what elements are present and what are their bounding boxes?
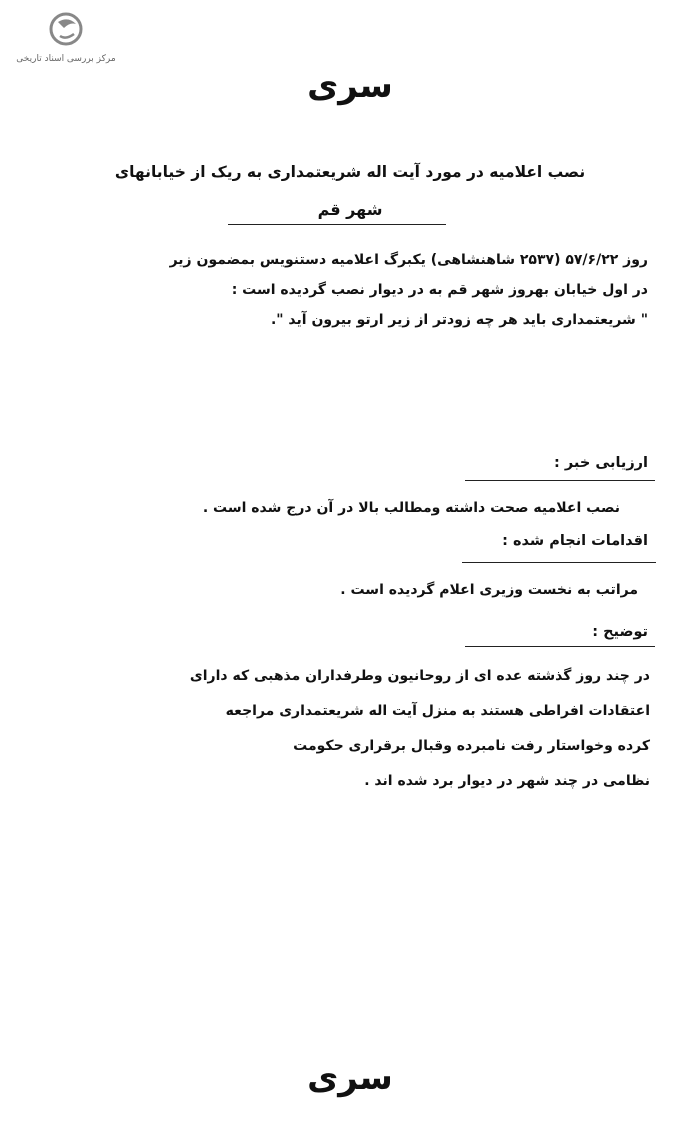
title-underline <box>228 224 446 225</box>
classification-bottom: سری <box>307 1058 393 1098</box>
archive-logo-text: مرکز بررسی اسناد تاریخی <box>16 54 116 64</box>
evaluation-underline <box>465 480 655 481</box>
archive-emblem-icon <box>46 10 86 48</box>
intro-line-3: " شریعتمداری باید هر چه زودتر از زیر ارتو بیرون آید ". <box>270 312 648 328</box>
actions-heading: اقدامات انجام شده : <box>502 533 648 549</box>
evaluation-heading: ارزیابی خبر : <box>554 455 648 471</box>
archive-logo <box>10 10 122 64</box>
explanation-underline <box>465 646 655 647</box>
actions-underline <box>462 562 656 563</box>
explanation-heading: توضیح : <box>592 624 648 640</box>
document-subtitle-city: شهر قم <box>317 200 383 219</box>
intro-line-1: روز ۵۷/۶/۲۲ (۲۵۳۷ شاهنشاهی) یکبرگ اعلامیه دستنویس بمضمون زیر <box>169 252 648 268</box>
explanation-line-2: اعتقادات افراطی هستند به منزل آیت اله شریعتمداری مراجعه <box>225 703 650 719</box>
evaluation-text: نصب اعلامیه صحت داشته ومطالب بالا در آن درج شده است . <box>202 500 620 516</box>
explanation-line-1: در چند روز گذشته عده ای از روحانیون وطرفداران مذهبی که دارای <box>189 668 650 684</box>
intro-line-2: در اول خیابان بهروز شهر قم به در دیوار نصب گردیده است : <box>231 282 648 298</box>
explanation-line-3: کرده وخواستار رفت نامبرده وقبال برقراری حکومت <box>293 738 650 754</box>
document-title: نصب اعلامیه در مورد آیت اله شریعتمداری به ریک از خیابانهای <box>114 163 586 181</box>
classification-top: سری <box>307 66 393 106</box>
actions-text: مراتب به نخست وزیری اعلام گردیده است . <box>340 582 638 598</box>
explanation-line-4: نظامی در چند شهر در دیوار برد شده اند . <box>364 773 650 789</box>
